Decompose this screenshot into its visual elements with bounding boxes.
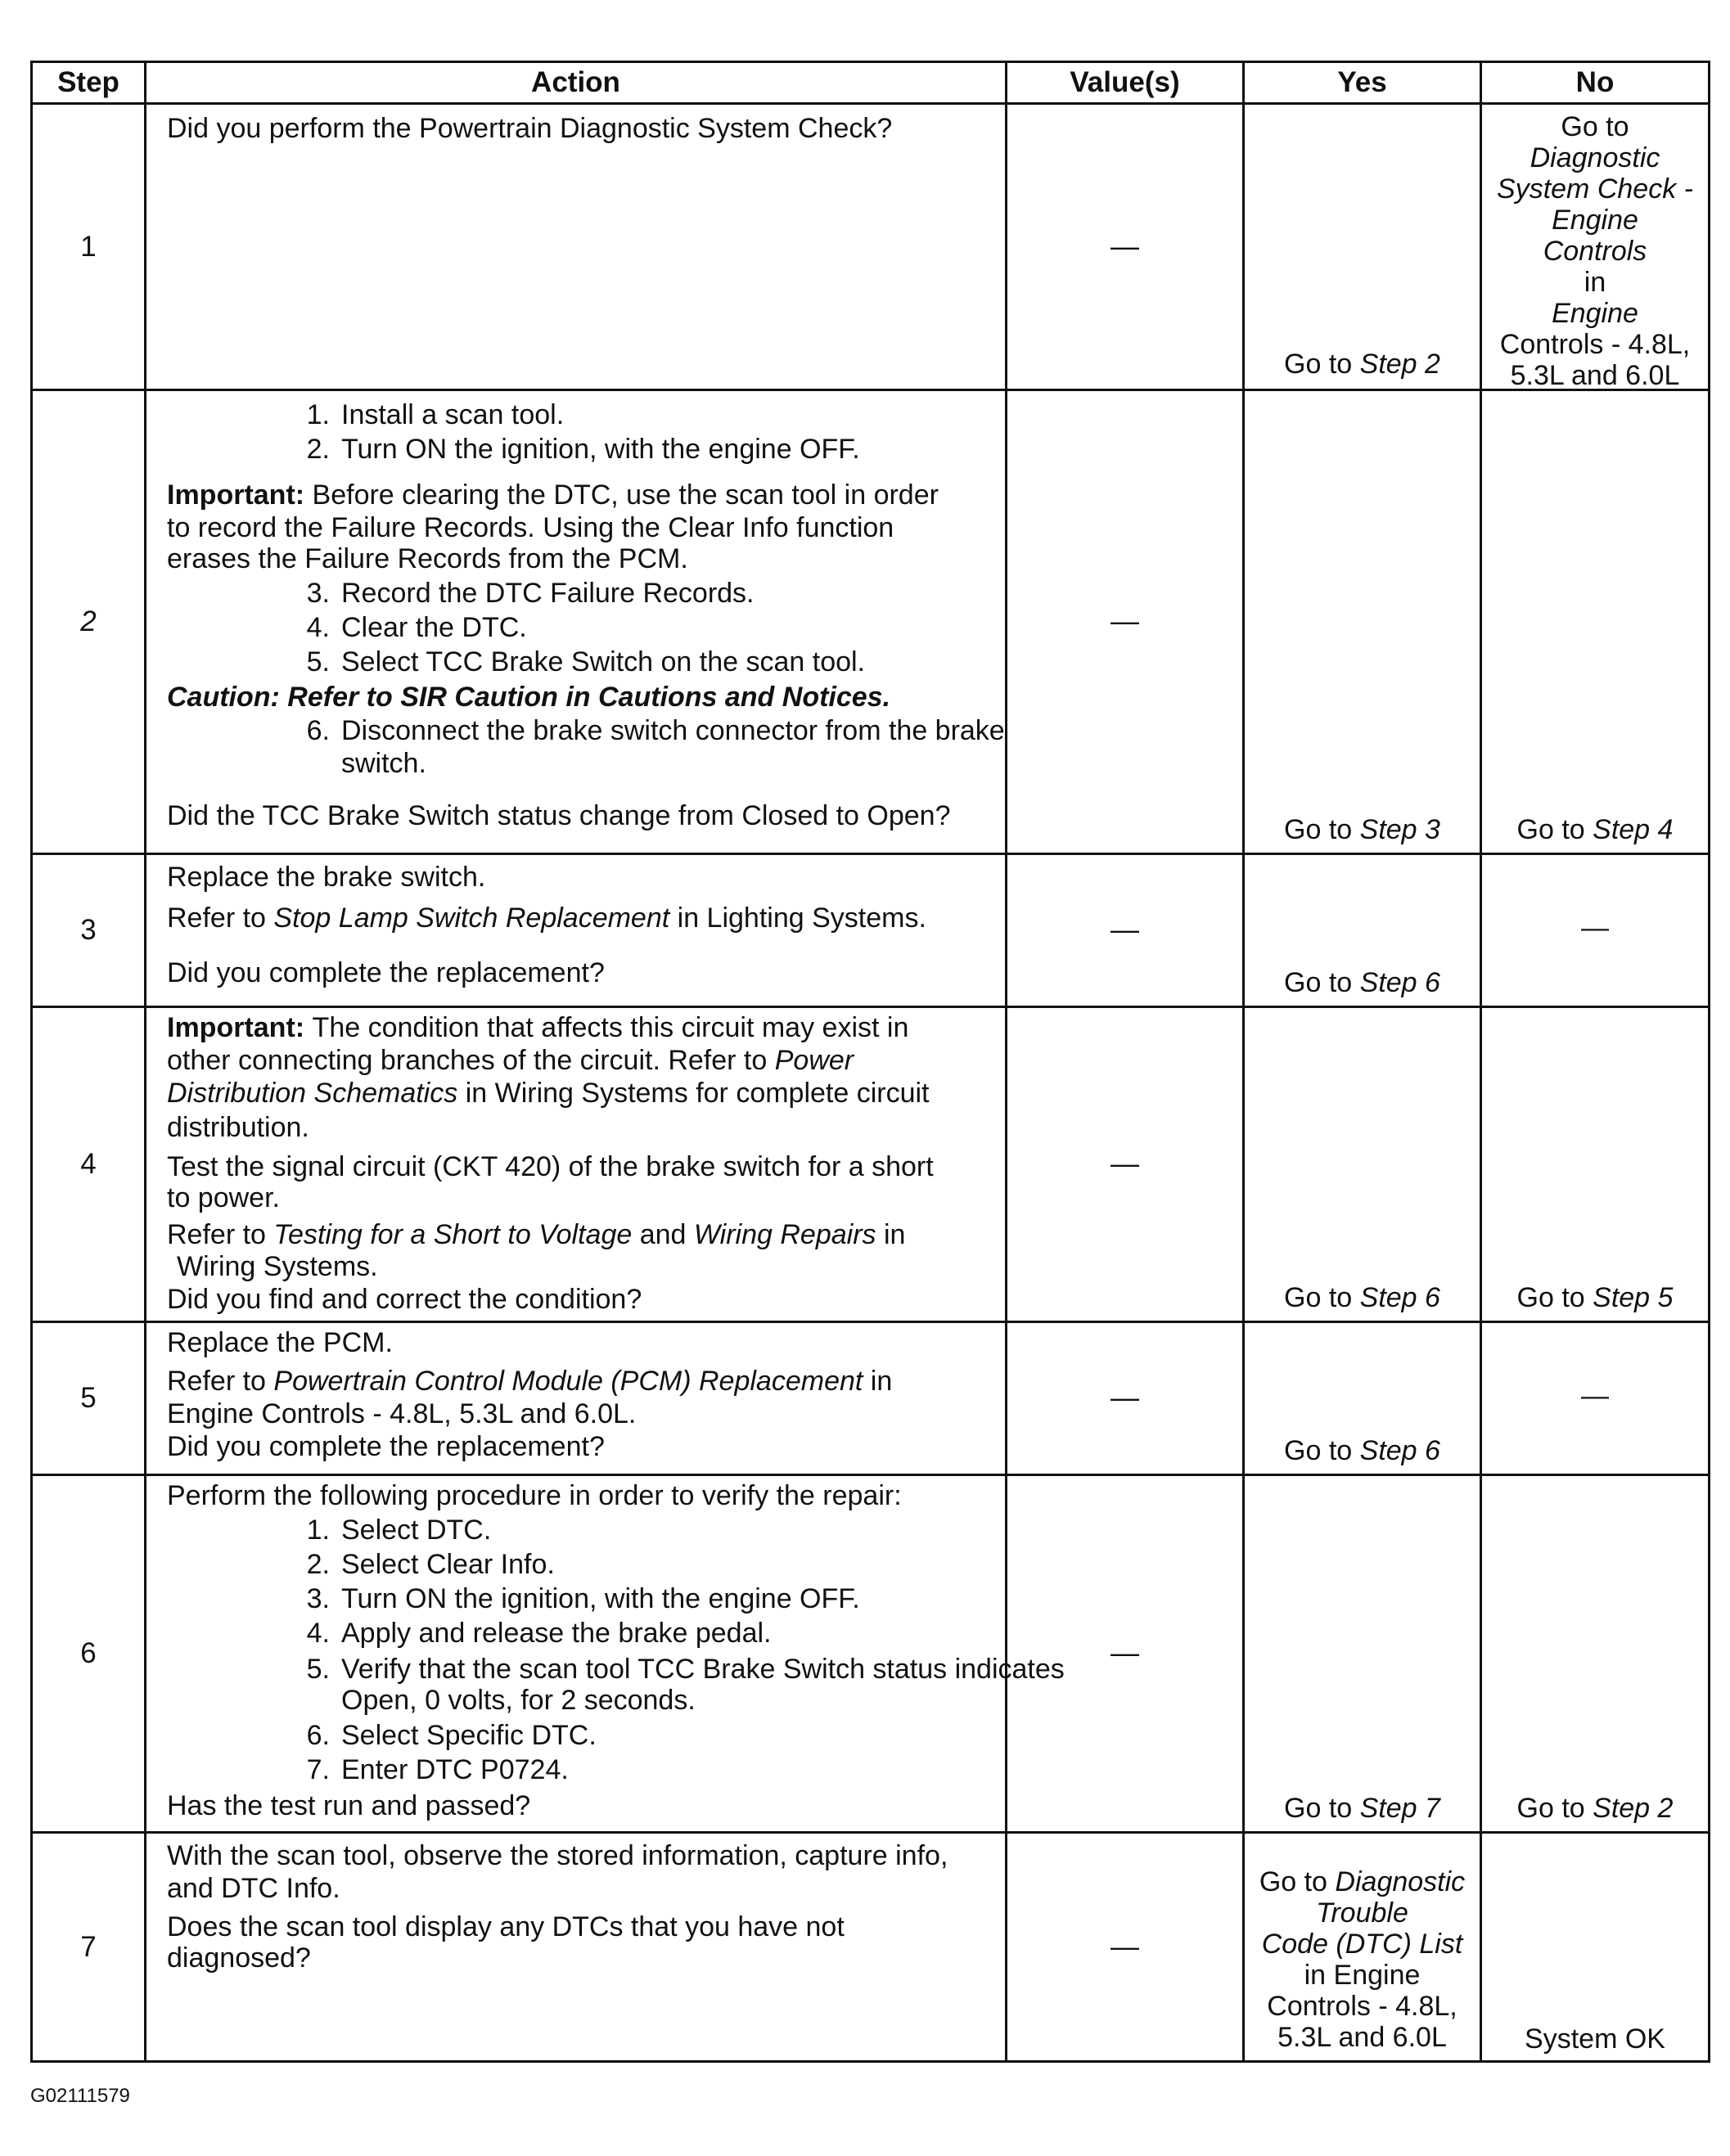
no-line: 5.3L and 6.0L	[1510, 360, 1680, 391]
yes-line: Go to Step 3	[1284, 814, 1440, 845]
step-number: 6	[32, 1475, 146, 1833]
action-line	[167, 113, 892, 144]
step-link-text: Step 6	[1359, 967, 1440, 998]
action-text: Did you perform the Powertrain Diagnostic System Check?	[167, 113, 893, 144]
no-target[interactable]	[1482, 2023, 1708, 2055]
action-text: in Lighting Systems.	[669, 902, 926, 934]
action-line	[167, 1078, 930, 1109]
action-text: Test the signal circuit (CKT 420) of the brake switch for a short	[167, 1151, 934, 1182]
action-text: Engine Controls - 4.8L, 5.3L and 6.0L.	[167, 1398, 637, 1429]
list-number: 5.	[306, 646, 330, 677]
table-row	[32, 1475, 1710, 1833]
reference-link-text: Distribution Schematics	[167, 1078, 458, 1109]
action-text: Did you complete the replacement?	[167, 1431, 605, 1462]
step-link-text: Diagnostic	[1335, 1866, 1466, 1897]
action-line	[167, 1942, 311, 1974]
action-line	[167, 1182, 280, 1213]
list-number: 2.	[306, 434, 330, 465]
no-line: Controls - 4.8L,	[1499, 329, 1691, 360]
action-list-item	[289, 399, 564, 430]
action-text: Select Clear Info.	[341, 1549, 555, 1580]
value-cell: —	[1007, 1475, 1244, 1833]
step-link-text: Step 4	[1593, 814, 1674, 845]
action-text: erases the Failure Records from the PCM.	[167, 543, 688, 574]
step-link-text: Step 6	[1359, 1435, 1440, 1466]
action-text: Did the TCC Brake Switch status change from Closed to Open?	[167, 800, 951, 831]
table-row	[32, 390, 1710, 854]
action-text: Select Specific DTC.	[341, 1720, 597, 1751]
reference-link-text: Code (DTC) List	[1261, 1929, 1463, 1960]
header-yes: Yes	[1244, 62, 1481, 104]
action-text: Refer to	[167, 1366, 274, 1397]
action-text: Turn ON the ignition, with the engine OFF.	[341, 1583, 860, 1614]
action-text: Open, 0 volts, for 2 seconds.	[341, 1685, 696, 1716]
action-text: Refer to	[167, 1219, 274, 1250]
no-line: Go to Step 4	[1516, 814, 1674, 845]
no-line	[1482, 142, 1708, 173]
yes-target[interactable]	[1245, 814, 1480, 845]
yes-line: Go to Step 2	[1284, 349, 1440, 380]
yes-cell	[1244, 1475, 1481, 1833]
reference-link-text: Wiring Repairs	[693, 1219, 876, 1250]
action-text: Did you complete the replacement?	[167, 957, 605, 988]
yes-cell	[1244, 854, 1481, 1007]
action-text: Before clearing the DTC, use the scan tool in order	[312, 479, 939, 511]
yes-line: Go to Step 6	[1284, 1282, 1440, 1313]
step-link-text: Step 7	[1359, 1793, 1440, 1824]
yes-target[interactable]	[1245, 967, 1480, 998]
step-number: 2	[32, 390, 146, 854]
no-line	[1482, 236, 1708, 267]
action-text: The condition that affects this circuit may exist in	[312, 1012, 909, 1043]
action-line	[167, 1151, 934, 1182]
yes-target[interactable]	[1245, 1793, 1480, 1824]
action-cell	[146, 1007, 1007, 1322]
action-line	[167, 800, 951, 831]
no-line: Go to Step 5	[1516, 1282, 1674, 1313]
action-text: Select TCC Brake Switch on the scan tool.	[341, 646, 866, 677]
header-no: No	[1481, 62, 1710, 104]
action-line	[167, 902, 926, 934]
action-text: With the scan tool, observe the stored information, capture info,	[167, 1840, 948, 1871]
action-text: Replace the brake switch.	[167, 862, 486, 893]
action-text: Verify that the scan tool TCC Brake Switch status indicates	[341, 1654, 1065, 1685]
step-number: 1	[32, 104, 146, 390]
value-cell: —	[1007, 1322, 1244, 1475]
yes-target[interactable]	[1245, 1866, 1480, 2053]
action-cell	[146, 390, 1007, 854]
action-list-item	[289, 434, 860, 465]
action-text: switch.	[341, 748, 426, 779]
table-row	[32, 1322, 1710, 1475]
action-line	[167, 682, 890, 713]
yes-cell	[1244, 1322, 1481, 1475]
yes-line: Go to Step 7	[1284, 1793, 1440, 1824]
action-line	[177, 1251, 378, 1282]
reference-link-text: Diagnostic	[1530, 142, 1660, 173]
action-list-item	[289, 1720, 597, 1751]
action-line	[167, 1431, 605, 1462]
important-label: Important:	[167, 479, 313, 511]
action-cell	[146, 1322, 1007, 1475]
no-cell	[1481, 1322, 1710, 1475]
action-text: Does the scan tool display any DTCs that you have not	[167, 1911, 845, 1942]
yes-target[interactable]	[1245, 1435, 1480, 1466]
reference-link-text: Trouble	[1316, 1897, 1408, 1929]
reference-link-text: Testing for a Short to Voltage	[273, 1219, 633, 1250]
list-number: 4.	[306, 1618, 330, 1649]
action-text: in	[863, 1366, 893, 1397]
value-cell: —	[1007, 390, 1244, 854]
yes-line: Go to Step 6	[1284, 1435, 1440, 1466]
value-cell: —	[1007, 104, 1244, 390]
action-line	[167, 1112, 309, 1143]
reference-link-text: Power	[774, 1045, 854, 1076]
header-action: Action	[146, 62, 1007, 104]
yes-line: Go to Step 6	[1284, 967, 1440, 998]
header-row	[32, 62, 1710, 104]
list-number: 4.	[306, 612, 330, 643]
table-row	[32, 1007, 1710, 1322]
action-line	[167, 1480, 902, 1511]
action-list-item	[289, 1515, 491, 1546]
action-text: Select DTC.	[341, 1515, 492, 1546]
no-cell	[1481, 1475, 1710, 1833]
action-text: diagnosed?	[167, 1942, 311, 1974]
no-cell	[1481, 854, 1710, 1007]
yes-cell	[1244, 104, 1481, 390]
list-number: 1.	[306, 399, 330, 430]
header-values: Value(s)	[1007, 62, 1244, 104]
no-target[interactable]	[1482, 1793, 1708, 1824]
action-line	[167, 1873, 340, 1904]
action-text: Disconnect the brake switch connector from the brake	[341, 715, 1005, 746]
diagnostic-table	[30, 61, 1710, 2063]
no-line: Go to Step 2	[1516, 1793, 1674, 1824]
action-list-item	[289, 1549, 555, 1580]
no-line: —	[1581, 912, 1609, 943]
list-number: 3.	[306, 578, 330, 609]
yes-line: 5.3L and 6.0L	[1277, 2022, 1447, 2053]
action-line	[167, 1840, 948, 1871]
no-target[interactable]	[1482, 814, 1708, 845]
list-number: 3.	[306, 1583, 330, 1614]
action-list-item	[289, 1583, 860, 1614]
step-link-text: Step 2	[1359, 349, 1440, 380]
action-list-item	[289, 646, 865, 677]
action-text: Turn ON the ignition, with the engine OFF.	[341, 434, 860, 465]
no-cell	[1481, 1833, 1710, 2062]
action-text: to power.	[167, 1182, 280, 1213]
list-number: 1.	[306, 1515, 330, 1546]
action-text: in	[876, 1219, 906, 1250]
yes-cell	[1244, 1833, 1481, 2062]
no-cell	[1481, 390, 1710, 854]
action-line	[167, 957, 605, 988]
action-line	[167, 1045, 854, 1076]
action-list-item	[289, 1754, 569, 1785]
action-text: and DTC Info.	[167, 1873, 340, 1904]
no-target[interactable]	[1482, 111, 1708, 391]
action-line	[167, 1284, 642, 1315]
action-line	[341, 748, 426, 779]
action-text: Refer to	[167, 902, 274, 934]
step-number: 4	[32, 1007, 146, 1322]
action-line	[167, 512, 894, 543]
no-line	[1482, 298, 1708, 329]
no-cell	[1481, 1007, 1710, 1322]
action-line	[167, 1012, 908, 1043]
yes-line	[1245, 1929, 1480, 1960]
action-text: Clear the DTC.	[341, 612, 527, 643]
reference-link-text: Stop Lamp Switch Replacement	[273, 902, 670, 934]
yes-line: in Engine	[1304, 1960, 1421, 1991]
action-text: Install a scan tool.	[341, 399, 565, 430]
value-cell: —	[1007, 1833, 1244, 2062]
reference-link-text: Engine	[1552, 205, 1638, 236]
no-target	[1482, 1380, 1708, 1411]
action-line	[341, 1685, 696, 1716]
important-label: Important:	[167, 1012, 313, 1043]
list-number: 7.	[306, 1754, 330, 1785]
action-text: and	[632, 1219, 694, 1250]
no-line: Go to	[1561, 111, 1629, 142]
action-cell	[146, 854, 1007, 1007]
action-list-item	[289, 715, 1005, 746]
table-row	[32, 854, 1710, 1007]
action-line	[167, 1327, 393, 1358]
action-text: in Wiring Systems for complete circuit	[457, 1078, 930, 1109]
no-cell	[1481, 104, 1710, 390]
yes-line: Go to Diagnostic	[1259, 1866, 1466, 1897]
action-line	[167, 862, 485, 893]
action-cell	[146, 1475, 1065, 1833]
action-cell	[146, 1833, 1007, 2062]
action-text: Has the test run and passed?	[167, 1790, 531, 1821]
figure-code: G02111579	[30, 2085, 130, 2107]
action-text: Apply and release the brake pedal.	[341, 1618, 772, 1649]
action-text: Perform the following procedure in order to verify the repair:	[167, 1480, 902, 1511]
action-line	[167, 1790, 530, 1821]
yes-cell	[1244, 1007, 1481, 1322]
step-link-text: Step 6	[1359, 1282, 1440, 1313]
action-line	[167, 1219, 905, 1250]
step-number: 5	[32, 1322, 146, 1475]
yes-line: Controls - 4.8L,	[1267, 1991, 1457, 2022]
list-number: 2.	[306, 1549, 330, 1580]
list-number: 5.	[306, 1654, 330, 1685]
action-text: distribution.	[167, 1112, 309, 1143]
action-text: Record the DTC Failure Records.	[341, 578, 755, 609]
action-text: Wiring Systems.	[177, 1251, 378, 1282]
action-text: Enter DTC P0724.	[341, 1754, 569, 1785]
no-line	[1482, 205, 1708, 236]
header-step: Step	[32, 62, 146, 104]
no-target[interactable]	[1482, 1282, 1708, 1313]
action-line	[167, 1911, 845, 1942]
step-link-text: Step 2	[1593, 1793, 1674, 1824]
yes-line	[1245, 1897, 1480, 1929]
value-cell: —	[1007, 1007, 1244, 1322]
action-list-item	[289, 578, 755, 609]
reference-link-text: Powertrain Control Module (PCM) Replacement	[273, 1366, 863, 1397]
yes-cell	[1244, 390, 1481, 854]
value-cell: —	[1007, 854, 1244, 1007]
list-number: 6.	[306, 1720, 330, 1751]
step-number: 7	[32, 1833, 146, 2062]
action-text: other connecting branches of the circuit. Refer to	[167, 1045, 775, 1076]
no-line: System OK	[1525, 2023, 1665, 2055]
action-line	[167, 1366, 892, 1397]
reference-link-text: System Check -	[1497, 173, 1693, 205]
no-line	[1482, 173, 1708, 205]
action-line	[167, 1398, 636, 1429]
no-line: in	[1584, 267, 1606, 298]
reference-link-text: Controls	[1543, 236, 1647, 267]
action-list-item	[289, 1654, 1065, 1685]
yes-target[interactable]	[1245, 1282, 1480, 1313]
no-target	[1482, 912, 1708, 943]
step-link-text: Step 3	[1359, 814, 1440, 845]
step-link-text: Step 5	[1593, 1282, 1674, 1313]
action-line	[167, 479, 939, 511]
caution-text: Caution: Refer to SIR Caution in Cautions and Notices.	[167, 682, 891, 713]
action-text: Replace the PCM.	[167, 1327, 393, 1358]
action-text: to record the Failure Records. Using the Clear Info function	[167, 512, 894, 543]
reference-link-text: Engine	[1552, 298, 1638, 329]
table-row	[32, 104, 1710, 390]
action-list-item	[289, 1618, 771, 1649]
action-list-item	[289, 612, 527, 643]
list-number: 6.	[306, 715, 330, 746]
table-row	[32, 1833, 1710, 2062]
step-number: 3	[32, 854, 146, 1007]
action-text: Did you find and correct the condition?	[167, 1284, 642, 1315]
action-line	[167, 543, 688, 574]
no-line: —	[1581, 1380, 1609, 1411]
action-cell	[146, 104, 1007, 390]
yes-target[interactable]	[1245, 349, 1480, 380]
